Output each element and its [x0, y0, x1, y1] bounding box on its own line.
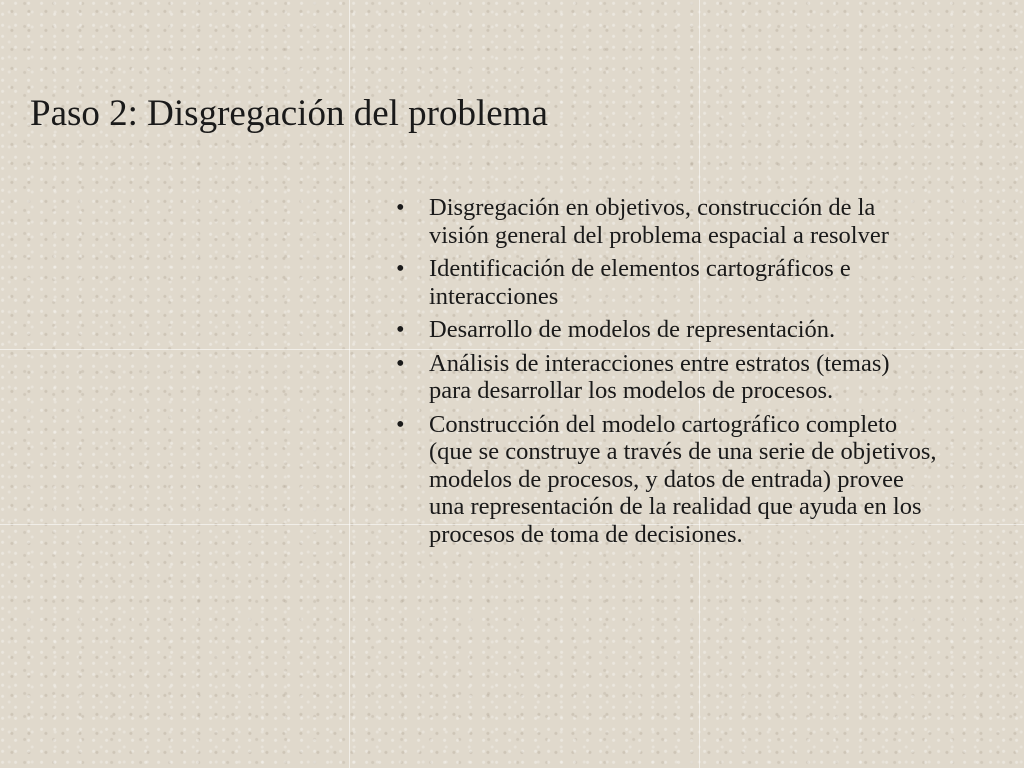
- bullet-item: [392, 411, 937, 549]
- bullet-marker: •: [396, 255, 405, 282]
- bullet-text: Desarrollo de modelos de representación.: [429, 316, 836, 343]
- bullet-item: [392, 316, 937, 344]
- bullet-text: Identificación de elementos cartográficos e interacciones: [429, 255, 851, 310]
- bullet-marker: •: [396, 194, 405, 221]
- bullet-text: Disgregación en objetivos, construcción de la visión general del problema espacial a resolver: [429, 194, 889, 249]
- bullet-item: [392, 350, 937, 405]
- bullet-marker: •: [396, 349, 405, 377]
- bullet-list: [392, 194, 937, 554]
- bullet-marker: •: [396, 410, 405, 438]
- bullet-marker: •: [396, 316, 405, 343]
- bullet-item: [392, 194, 937, 249]
- bullet-item: [392, 255, 937, 310]
- slide-title: Paso 2: Disgregación del problema: [30, 93, 548, 134]
- bullet-text: Construcción del modelo cartográfico completo (que se construye a través de una serie de objetivos, modelos de procesos, y datos de entrada) provee una representación de la realidad que ayuda en los procesos de toma de decisiones.: [429, 410, 937, 548]
- bullet-text: Análisis de interacciones entre estratos (temas) para desarrollar los modelos de procesos.: [429, 349, 890, 404]
